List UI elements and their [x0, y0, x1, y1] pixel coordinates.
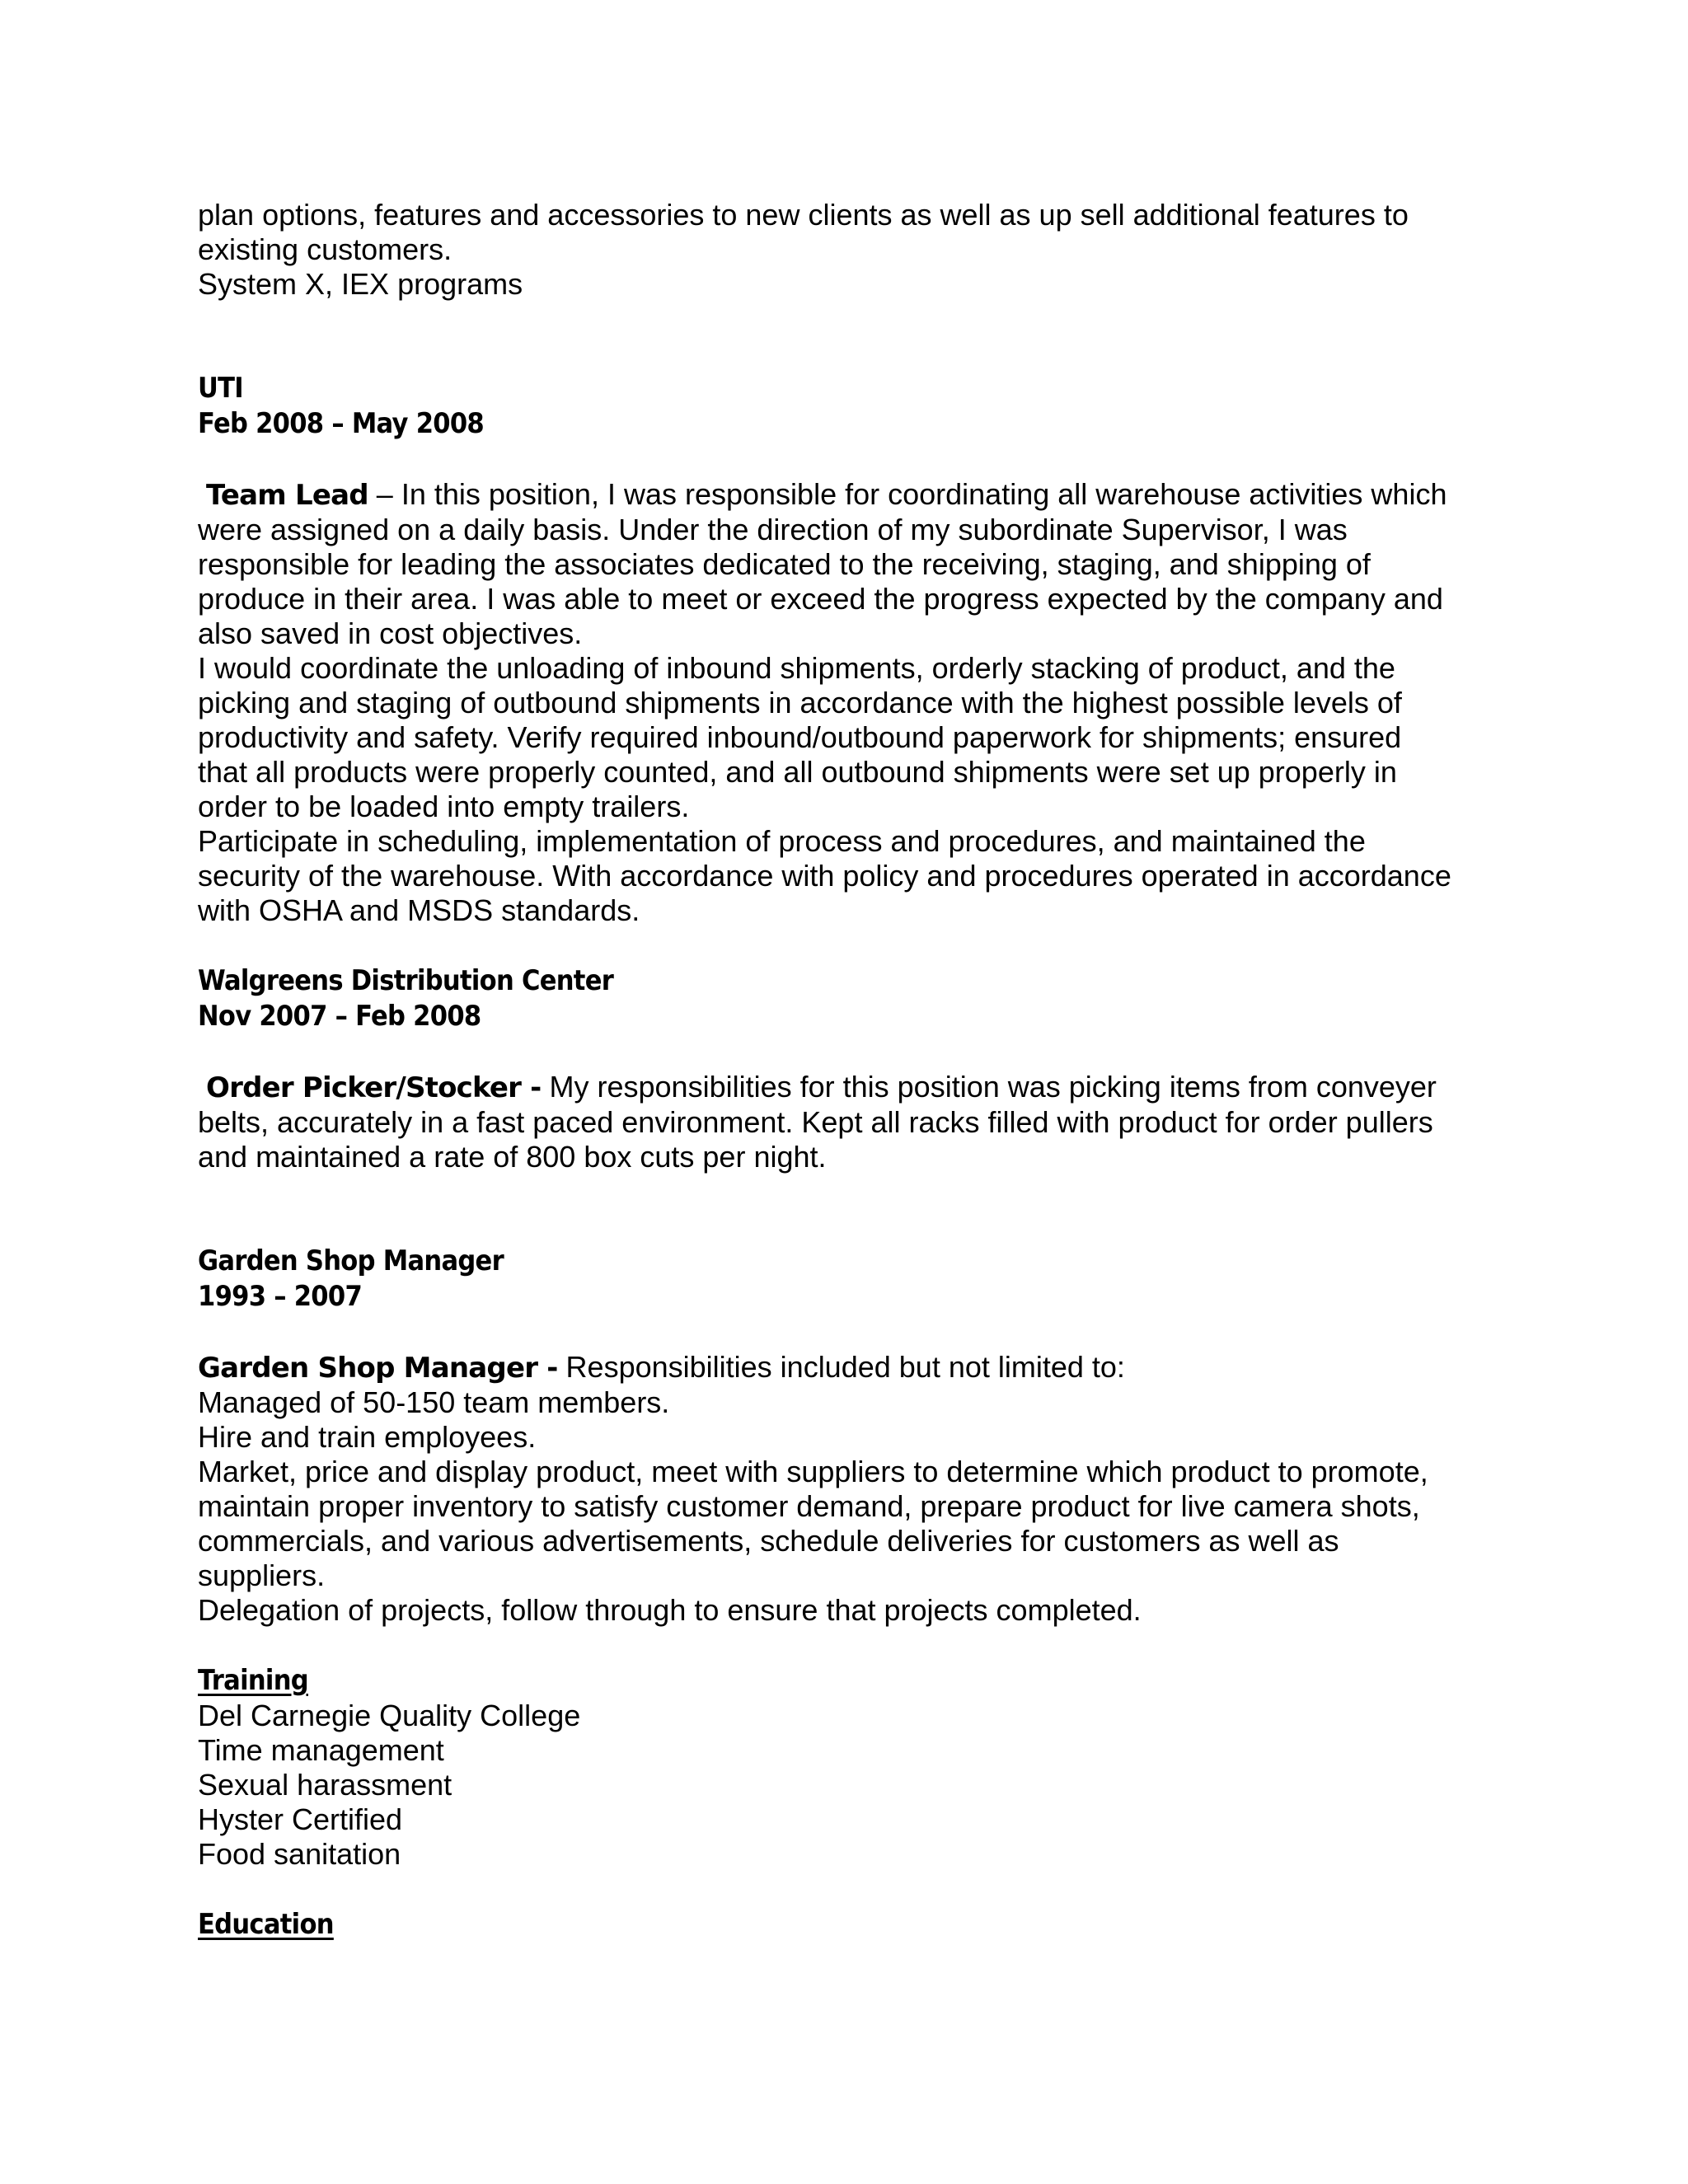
company-name: UTI	[198, 372, 243, 405]
intro-line: System X, IEX programs	[198, 267, 523, 301]
employment-dates: Feb 2008 – May 2008	[198, 407, 484, 440]
job-description-line: suppliers.	[198, 1558, 326, 1592]
job-description-line: security of the warehouse. With accordance with policy and procedures operated in accordance	[198, 859, 1451, 893]
resume-content	[198, 198, 1484, 1943]
job-description-line: Hire and train employees.	[198, 1420, 537, 1454]
spacer	[198, 928, 1484, 963]
job-description-line: Participate in scheduling, implementation of process and procedures, and maintained the	[198, 824, 1366, 858]
job-description-line: commercials, and various advertisements, schedule deliveries for customers as well as	[198, 1524, 1339, 1558]
section-heading-training: Training	[198, 1664, 308, 1697]
job-description-line: Market, price and display product, meet with suppliers to determine which product to promote,	[198, 1455, 1428, 1488]
company-name: Walgreens Distribution Center	[198, 964, 614, 997]
title-separator: –	[368, 477, 401, 511]
job-description-line: also saved in cost objectives.	[198, 616, 583, 650]
employment-dates: Nov 2007 – Feb 2008	[198, 1000, 481, 1033]
job-description-line: responsible for leading the associates dedicated to the receiving, staging, and shipping of	[198, 547, 1371, 581]
job-title: Order Picker/Stocker -	[206, 1071, 542, 1104]
employment-dates: 1993 – 2007	[198, 1280, 363, 1313]
job-title: Team Lead	[206, 479, 368, 512]
job-description-line: were assigned on a daily basis. Under the direction of my subordinate Supervisor, I was	[198, 513, 1348, 546]
job-description-line: Managed of 50-150 team members.	[198, 1385, 670, 1419]
job-description-text: My responsibilities for this position was picking items from conveyer	[549, 1070, 1437, 1104]
job-description-line: produce in their area. I was able to meet or exceed the progress expected by the company and	[198, 582, 1443, 616]
job-description-line: Delegation of projects, follow through to ensure that projects completed.	[198, 1593, 1142, 1627]
job-description-line	[198, 1070, 1484, 1105]
intro-line: plan options, features and accessories to new clients as well as up sell additional features to	[198, 198, 1409, 232]
job-description-line: maintain proper inventory to satisfy customer demand, prepare product for live camera shots,	[198, 1489, 1420, 1523]
training-item: Time management	[198, 1733, 444, 1767]
job-description-line: with OSHA and MSDS standards.	[198, 893, 640, 927]
company-name: Garden Shop Manager	[198, 1244, 504, 1277]
intro-line: existing customers.	[198, 232, 452, 266]
training-item: Food sanitation	[198, 1837, 401, 1871]
job-description-line: I would coordinate the unloading of inbound shipments, orderly stacking of product, and the	[198, 651, 1395, 685]
job-description-line: picking and staging of outbound shipments in accordance with the highest possible levels of	[198, 686, 1402, 719]
spacer	[198, 1034, 1484, 1070]
spacer	[198, 1872, 1484, 1907]
spacer	[198, 1628, 1484, 1663]
job-description-line: order to be loaded into empty trailers.	[198, 790, 690, 823]
spacer	[198, 1174, 1484, 1244]
job-description-line: that all products were properly counted, and all outbound shipments were set up properly in	[198, 755, 1397, 789]
job-description-line: belts, accurately in a fast paced environment. Kept all racks filled with product for order pullers	[198, 1105, 1433, 1139]
job-description-line	[198, 1350, 1484, 1385]
section-heading-education: Education	[198, 1908, 334, 1941]
spacer	[198, 1315, 1484, 1350]
job-description-line	[198, 477, 1484, 513]
job-description-line: productivity and safety. Verify required inbound/outbound paperwork for shipments; ensured	[198, 720, 1402, 754]
spacer	[198, 302, 1484, 371]
job-description-text: Responsibilities included but not limited to:	[565, 1350, 1125, 1384]
spacer	[198, 442, 1484, 477]
job-title: Garden Shop Manager -	[198, 1352, 558, 1385]
training-item: Del Carnegie Quality College	[198, 1699, 581, 1732]
training-item: Hyster Certified	[198, 1802, 403, 1836]
job-description-text: In this position, I was responsible for coordinating all warehouse activities which	[401, 477, 1447, 511]
training-item: Sexual harassment	[198, 1768, 452, 1802]
job-description-line: and maintained a rate of 800 box cuts per night.	[198, 1140, 827, 1174]
